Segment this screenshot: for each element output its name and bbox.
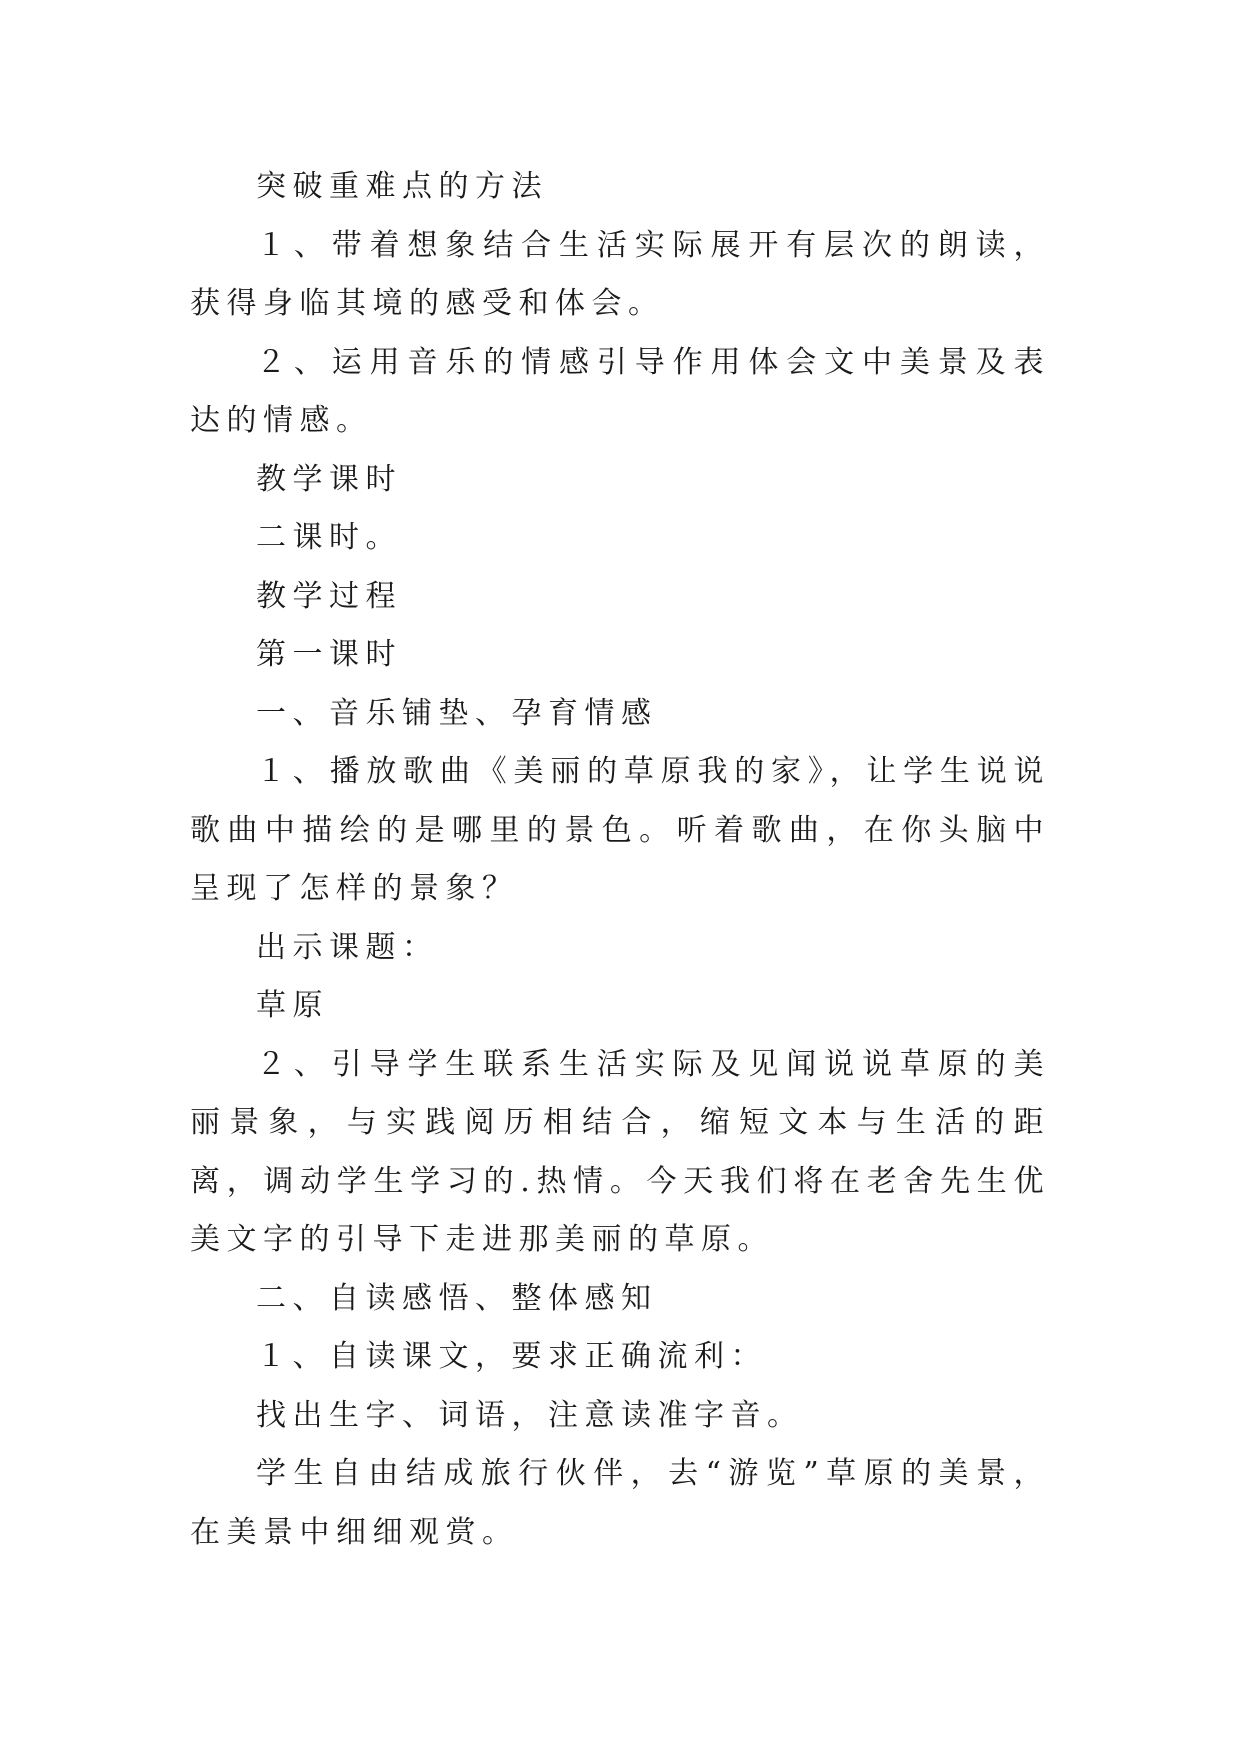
part-one-step-2: ２、引导学生联系生活实际及见闻说说草原的美丽景象，与实践阅历相结合，缩短文本与生活的距离，调动学生学习的.热情。今天我们将在老舍先生优美文字的引导下走进那美丽的草原。: [190, 1046, 1050, 1257]
show-title-label: 出示课题：: [256, 929, 439, 965]
lesson-title: 草原: [256, 988, 329, 1023]
part-two-heading: 二、自读感悟、整体感知: [256, 1280, 658, 1316]
lesson-one-heading: 第一课时: [256, 637, 402, 672]
part-two-step-1: １、自读课文，要求正确流利：: [256, 1339, 767, 1374]
document-body: [190, 158, 1050, 1562]
lesson-hours-text: 二课时。: [256, 520, 402, 555]
method-item-1: １、带着想象结合生活实际展开有层次的朗读，获得身临其境的感受和体会。: [190, 227, 1050, 321]
section-heading-lesson-hours: 教学课时: [256, 461, 402, 497]
part-one-step-1: １、播放歌曲《美丽的草原我的家》，让学生说说歌曲中描绘的是哪里的景色。听着歌曲，在你头脑中呈现了怎样的景象？: [190, 754, 1050, 906]
section-heading-methods: 突破重难点的方法: [256, 169, 548, 204]
part-two-instruction: 找出生字、词语，注意读准字音。: [256, 1397, 804, 1433]
part-one-heading: 一、音乐铺垫、孕育情感: [256, 695, 658, 731]
part-two-activity: 学生自由结成旅行伙伴，去“游览”草原的美景，在美景中细细观赏。: [190, 1456, 1050, 1550]
method-item-2: ２、运用音乐的情感引导作用体会文中美景及表达的情感。: [190, 344, 1050, 438]
section-heading-process: 教学过程: [256, 578, 402, 614]
